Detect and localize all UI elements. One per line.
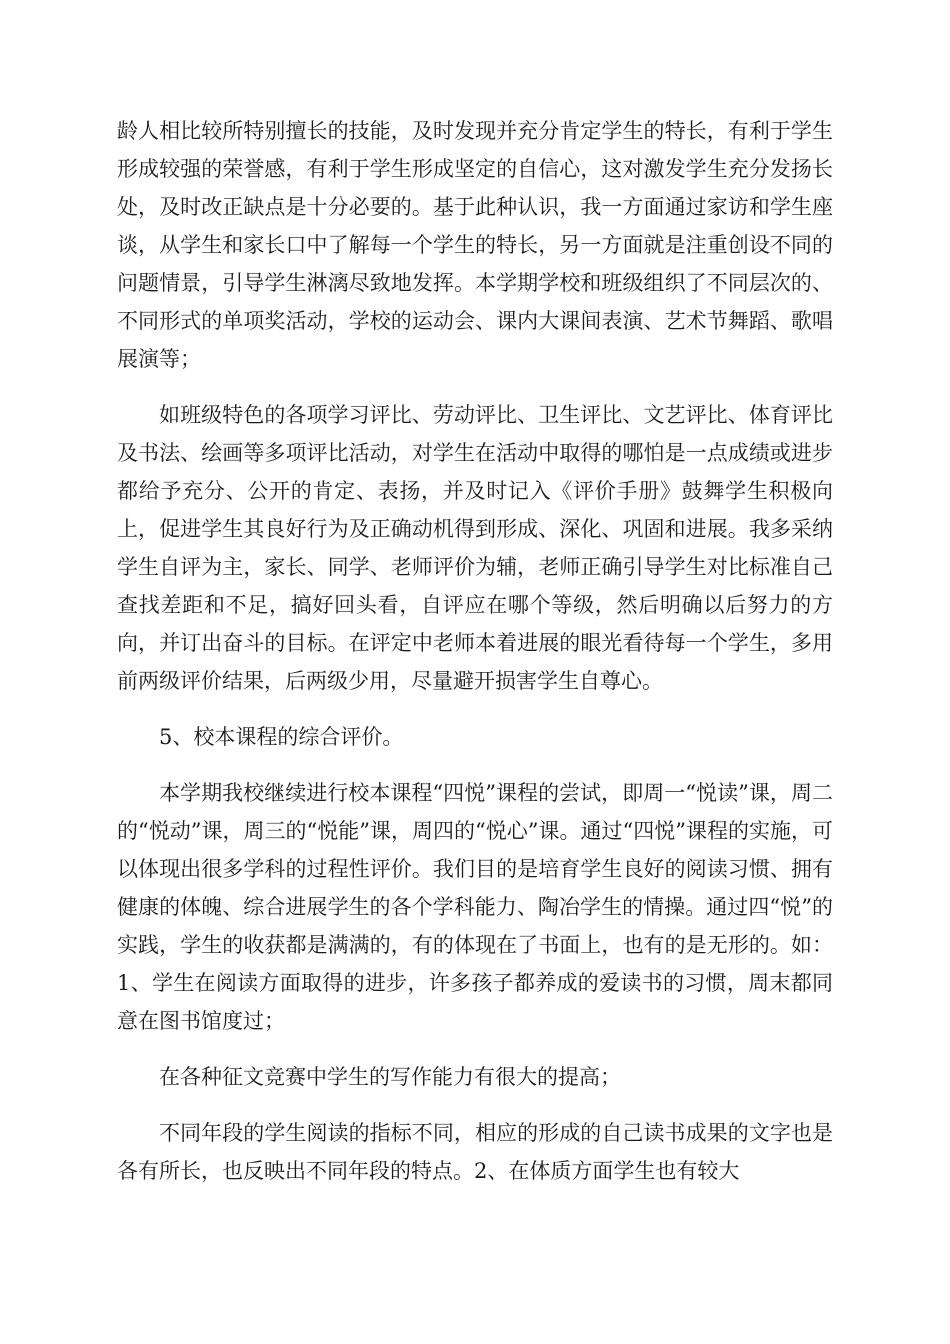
section-heading-5: 5、校本课程的综合评价。 (159, 725, 404, 749)
paragraph-5: 不同年段的学生阅读的指标不同，相应的形成的自己读书成果的文字也是各有所长，也反映出不同年段的特点。2、在体质方面学生也有较大 (117, 1121, 833, 1183)
paragraph-4: 在各种征文竞赛中学生的写作能力有很大的提高； (159, 1065, 621, 1089)
paragraph-1: 龄人相比较所特别擅长的技能，及时发现并充分肯定学生的特长，有利于学生形成较强的荣誉感，有利于学生形成坚定的自信心，这对激发学生充分发扬长处，及时改正缺点是十分必要的。基于此种认识，我一方面通过家访和学生座谈，从学生和家长口中了解每一个学生的特长，另一方面就是注重创设不同的问题情景，引导学生淋漓尽致地发挥。本学期学校和班级组织了不同层次的、不同形式的单项奖活动，学校的运动会、课内大课间表演、艺术节舞蹈、歌唱展演等； (117, 119, 833, 371)
paragraph-2: 如班级特色的各项学习评比、劳动评比、卫生评比、文艺评比、体育评比及书法、绘画等多项评比活动，对学生在活动中取得的哪怕是一点成绩或进步都给予充分、公开的肯定、表扬，并及时记入《评价手册》鼓舞学生积极向上，促进学生其良好行为及正确动机得到形成、深化、巩固和进展。我多采纳学生自评为主，家长、同学、老师评价为辅，老师正确引导学生对比标准自己查找差距和不足，搞好回头看，自评应在哪个等级，然后明确以后努力的方向，并订出奋斗的目标。在评定中老师本着进展的眼光看待每一个学生，多用前两级评价结果，后两级少用，尽量避开损害学生自尊心。 (117, 403, 833, 693)
paragraph-3: 本学期我校继续进行校本课程“四悦”课程的尝试，即周一“悦读”课，周二的“悦动”课，周三的“悦能”课，周四的“悦心”课。通过“四悦”课程的实施，可以体现出很多学科的过程性评价。我们目的是培育学生良好的阅读习惯、拥有健康的体魄、综合进展学生的各个学科能力、陶冶学生的情操。通过四“悦”的实践，学生的收获都是满满的，有的体现在了书面上，也有的是无形的。如：1、学生在阅读方面取得的进步，许多孩子都养成的爱读书的习惯，周末都同意在图书馆度过； (117, 781, 833, 1033)
